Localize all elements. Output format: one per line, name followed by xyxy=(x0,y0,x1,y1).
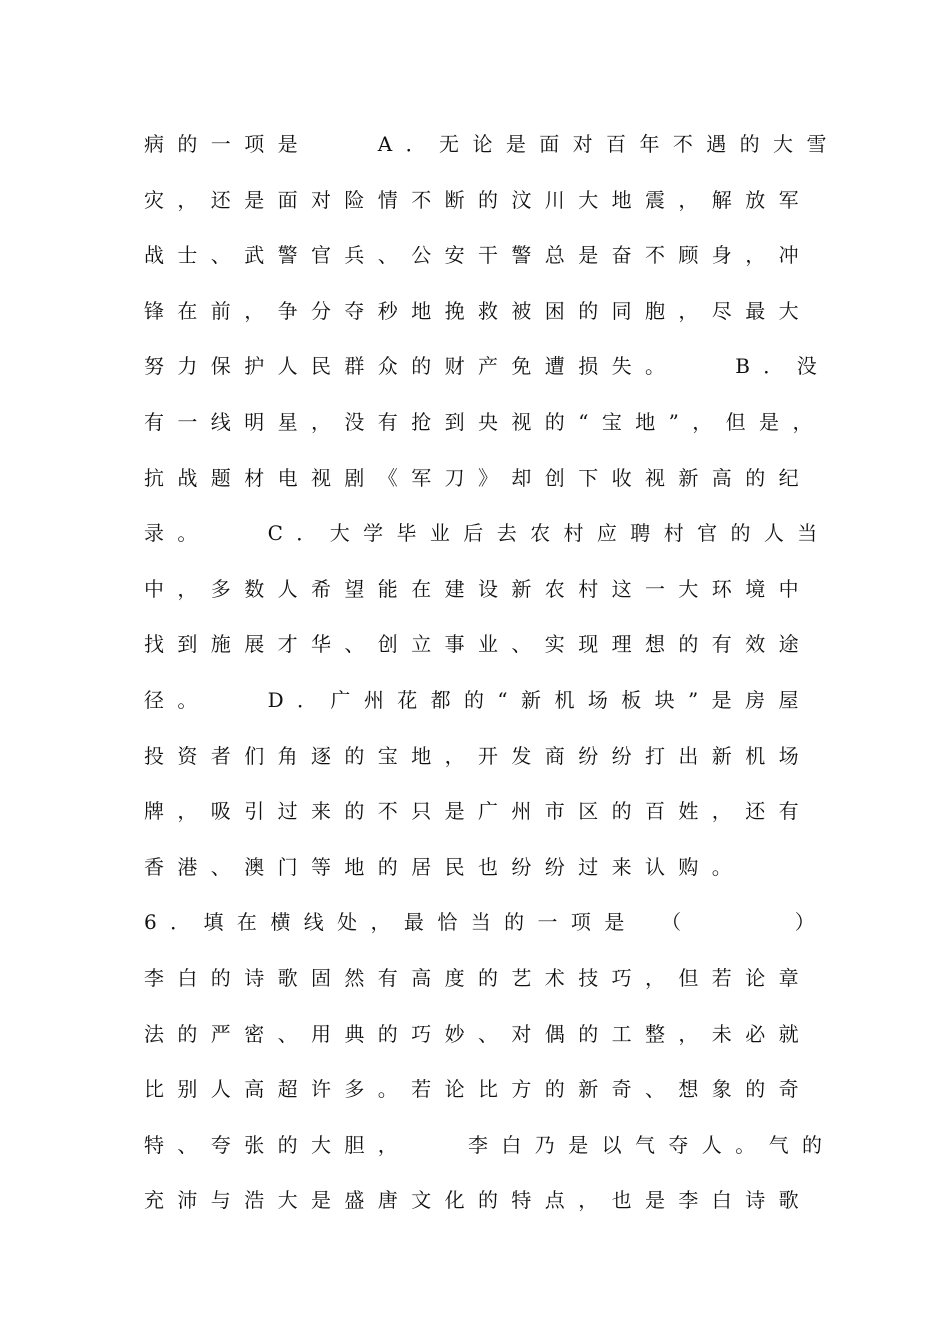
text-line: 战士、武警官兵、公安干警总是奋不顾身，冲 xyxy=(144,243,812,268)
text-line: 充沛与浩大是盛唐文化的特点，也是李白诗歌 xyxy=(144,1188,812,1213)
text-line: 李白的诗歌固然有高度的艺术技巧，但若论章 xyxy=(144,965,812,990)
text-line: 中，多数人希望能在建设新农村这一大环境中 xyxy=(144,576,812,601)
text-line: 录。 C．大学毕业后去农村应聘村官的人当 xyxy=(144,521,831,546)
text-line: 灾，还是面对险情不断的汶川大地震，解放军 xyxy=(144,187,812,212)
text-line: 法的严密、用典的巧妙、对偶的工整，未必就 xyxy=(144,1021,812,1046)
text-line: 抗战题材电视剧《军刀》却创下收视新高的纪 xyxy=(144,465,812,490)
text-line: 径。 D．广州花都的“新机场板块”是房屋 xyxy=(144,687,812,712)
text-line: 比别人高超许多。若论比方的新奇、想象的奇 xyxy=(144,1077,812,1102)
text-line: 病的一项是 A．无论是面对百年不遇的大雪 xyxy=(144,132,840,156)
text-line: 有一线明星，没有抢到央视的“宝地”，但是， xyxy=(144,409,826,434)
text-line: 牌，吸引过来的不只是广州市区的百姓，还有 xyxy=(144,799,812,824)
text-line: 锋在前，争分夺秒地挽救被困的同胞，尽最大 xyxy=(144,298,812,323)
text-line: 香港、澳门等地的居民也纷纷过来认购。 xyxy=(144,854,746,879)
text-line: 找到施展才华、创立事业、实现理想的有效途 xyxy=(144,632,812,657)
document-body xyxy=(144,127,844,1239)
question-6-line: 6．填在横线处，最恰当的一项是 （ ） xyxy=(144,910,829,935)
text-line: 投资者们角逐的宝地，开发商纷纷打出新机场 xyxy=(144,743,812,768)
text-line: 特、夸张的大胆， 李白乃是以气夺人。气的 xyxy=(144,1132,836,1157)
text-line: 努力保护人民群众的财产免遭损失。 B．没 xyxy=(144,354,831,379)
